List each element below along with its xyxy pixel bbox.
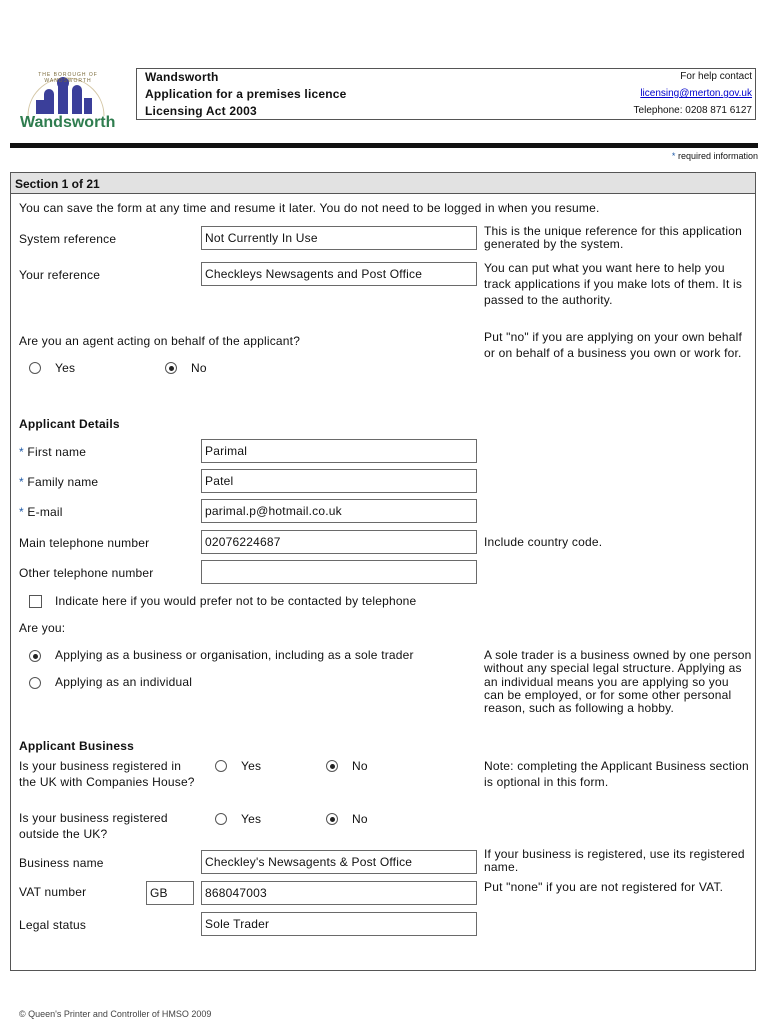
agent-yes-label: Yes: [55, 361, 76, 375]
family-name-label: * Family name: [19, 475, 99, 489]
system-reference-field[interactable]: Not Currently In Use: [201, 226, 477, 250]
applying-individual-radio[interactable]: [29, 677, 41, 689]
applying-individual-label: Applying as an individual: [55, 675, 193, 689]
legal-status-label: Legal status: [19, 918, 87, 932]
your-reference-field[interactable]: Checkleys Newsagents and Post Office: [201, 262, 477, 286]
uk-registered-yes-label: Yes: [241, 759, 262, 773]
section-title: Section 1 of 21: [10, 172, 756, 194]
section-intro: You can save the form at any time and resume it later. You do not need to be logged in when you resume.: [19, 201, 600, 215]
logo-wordmark: Wandsworth: [20, 114, 116, 131]
email-label: * E-mail: [19, 505, 63, 519]
applying-business-label: Applying as a business or organisation, including as a sole trader: [55, 648, 414, 662]
business-note: Note: completing the Applicant Business section is optional in this form.: [484, 759, 749, 789]
vat-help: Put "none" if you are not registered for VAT.: [484, 880, 724, 894]
system-reference-label: System reference: [19, 232, 117, 246]
vat-number-label: VAT number: [19, 885, 87, 899]
uk-registered-label: Is your business registered in the UK with Companies House?: [19, 759, 195, 789]
no-telephone-contact-checkbox[interactable]: [29, 595, 42, 608]
agent-yes-radio[interactable]: [29, 362, 41, 374]
uk-registered-yes-radio[interactable]: [215, 760, 227, 772]
main-telephone-label: Main telephone number: [19, 536, 150, 550]
other-telephone-field[interactable]: [201, 560, 477, 584]
your-reference-label: Your reference: [19, 268, 101, 282]
help-telephone: Telephone: 0208 871 6127: [633, 105, 752, 116]
act-name: Licensing Act 2003: [145, 104, 257, 118]
applying-business-radio[interactable]: [29, 650, 41, 662]
agent-no-radio[interactable]: [165, 362, 177, 374]
header-divider: [10, 143, 758, 148]
outside-uk-yes-radio[interactable]: [215, 813, 227, 825]
agent-help: Put "no" if you are applying on your own behalf or on behalf of a business you own or work for.: [484, 330, 743, 360]
required-information-note: * required information: [671, 151, 758, 161]
are-you-label: Are you:: [19, 621, 66, 635]
business-name-field[interactable]: Checkley's Newsagents & Post Office: [201, 850, 477, 874]
first-name-label: * First name: [19, 445, 87, 459]
council-name: Wandsworth: [145, 70, 219, 84]
main-telephone-help: Include country code.: [484, 535, 603, 549]
uk-registered-no-radio[interactable]: [326, 760, 338, 772]
applicant-details-heading: Applicant Details: [19, 417, 120, 431]
agent-no-label: No: [191, 361, 207, 375]
business-name-help: If your business is registered, use its registered name.: [484, 847, 745, 875]
outside-uk-yes-label: Yes: [241, 812, 262, 826]
outside-uk-no-label: No: [352, 812, 368, 826]
outside-uk-label: Is your business registered outside the UK?: [19, 811, 168, 841]
logo-motto: THE BOROUGH OF WANDSWORTH: [38, 72, 98, 84]
other-telephone-label: Other telephone number: [19, 566, 154, 580]
wandsworth-logo: [14, 66, 118, 134]
vat-number-field[interactable]: 868047003: [201, 881, 477, 905]
form-title: Application for a premises licence: [145, 87, 347, 101]
family-name-field[interactable]: Patel: [201, 469, 477, 493]
main-telephone-field[interactable]: 02076224687: [201, 530, 477, 554]
first-name-field[interactable]: Parimal: [201, 439, 477, 463]
copyright-footer: © Queen's Printer and Controller of HMSO 2009: [19, 1009, 212, 1019]
your-reference-help: You can put what you want here to help you track applications if you make lots of them. It is passed to the authority.: [484, 261, 743, 307]
no-telephone-contact-label: Indicate here if you would prefer not to be contacted by telephone: [55, 594, 417, 608]
email-field[interactable]: parimal.p@hotmail.co.uk: [201, 499, 477, 523]
outside-uk-no-radio[interactable]: [326, 813, 338, 825]
are-you-help: A sole trader is a business owned by one person without any special legal structure. Applying as an individual means you are applying so you can be employed, or for some other personal reason, such as following a hobby.: [484, 648, 752, 716]
uk-registered-no-label: No: [352, 759, 368, 773]
help-email-link[interactable]: licensing@merton.gov.uk: [640, 88, 752, 99]
applicant-business-heading: Applicant Business: [19, 739, 134, 753]
agent-question: Are you an agent acting on behalf of the applicant?: [19, 334, 301, 348]
help-contact-label: For help contact: [680, 71, 752, 82]
vat-country-prefix-field[interactable]: GB: [146, 881, 194, 905]
legal-status-field[interactable]: Sole Trader: [201, 912, 477, 936]
business-name-label: Business name: [19, 856, 104, 870]
system-reference-help: This is the unique reference for this application generated by the system.: [484, 224, 742, 252]
